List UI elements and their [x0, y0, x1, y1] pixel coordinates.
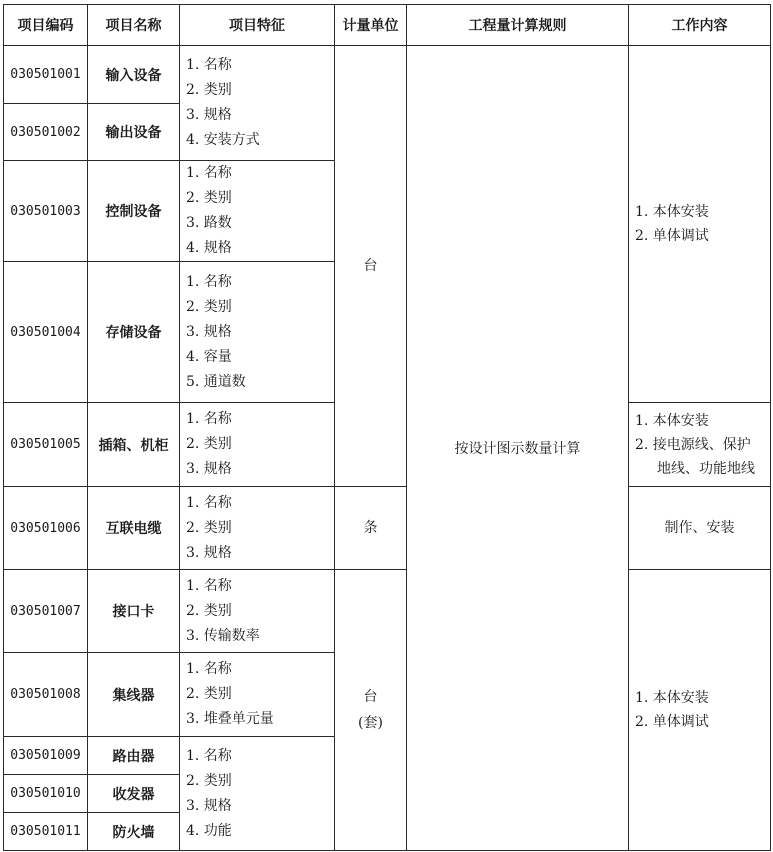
feature-line: 4. 容量: [186, 348, 232, 365]
feature-line: 1. 名称: [186, 747, 232, 764]
work-line: 地线、功能地线: [657, 460, 755, 477]
unit-text: 台: [363, 258, 378, 274]
item-code: 030501001: [4, 46, 88, 104]
item-name: 控制设备: [88, 161, 180, 262]
feature-line: 1. 名称: [186, 494, 232, 511]
header-item-features: 项目特征: [180, 5, 335, 46]
feature-line: 1. 名称: [186, 577, 232, 594]
item-code: 030501007: [4, 570, 88, 653]
item-code: 030501003: [4, 161, 88, 262]
feature-line: 4. 安装方式: [186, 132, 260, 148]
bill-of-quantities-table: [3, 4, 771, 851]
work-line: 2. 接电源线、保护: [635, 436, 751, 453]
item-code: 030501008: [4, 653, 88, 737]
item-code: 030501010: [4, 775, 88, 813]
work-line: 制作、安装: [664, 520, 735, 536]
item-code: 030501006: [4, 487, 88, 570]
work-line: 1. 本体安装: [635, 204, 709, 220]
work-content-cell: [629, 570, 771, 851]
item-name: 插箱、机柜: [88, 403, 180, 487]
feature-line: 1. 名称: [186, 165, 232, 181]
header-work-content: 工作内容: [629, 5, 771, 46]
header-unit: 计量单位: [335, 5, 407, 46]
calc-rule-cell: [407, 46, 629, 851]
header-item-name: 项目名称: [88, 5, 180, 46]
header-calc-rule: 工程量计算规则: [407, 5, 629, 46]
item-features: [180, 737, 335, 851]
feature-line: 3. 规格: [186, 323, 232, 340]
item-name: 防火墙: [88, 813, 180, 851]
item-features: [180, 653, 335, 737]
item-code: 030501005: [4, 403, 88, 487]
work-line: 2. 单体调试: [635, 714, 709, 730]
item-name: 输入设备: [88, 46, 180, 104]
item-code: 030501004: [4, 262, 88, 403]
feature-line: 3. 路数: [186, 215, 232, 231]
feature-line: 2. 类别: [186, 772, 232, 789]
item-features: [180, 487, 335, 570]
table-row: [4, 570, 771, 653]
unit-text: (套): [358, 715, 383, 731]
feature-line: 2. 类别: [186, 190, 232, 206]
item-name: 接口卡: [88, 570, 180, 653]
feature-line: 4. 规格: [186, 240, 232, 256]
unit-text: 条: [363, 520, 378, 536]
item-features: [180, 262, 335, 403]
feature-line: 3. 规格: [186, 461, 232, 477]
feature-line: 2. 类别: [186, 82, 232, 98]
work-line: 2. 单体调试: [635, 228, 709, 244]
feature-line: 2. 类别: [186, 602, 232, 619]
work-content-cell: [629, 403, 771, 487]
item-code: 030501002: [4, 104, 88, 161]
table-row: [4, 46, 771, 104]
work-line: 1. 本体安装: [635, 690, 709, 706]
header-item-code: 项目编码: [4, 5, 88, 46]
table-row: [4, 487, 771, 570]
feature-line: 2. 类别: [186, 519, 232, 536]
item-name: 互联电缆: [88, 487, 180, 570]
feature-line: 1. 名称: [186, 661, 232, 677]
feature-line: 1. 名称: [186, 273, 232, 290]
unit-text: 台: [363, 689, 378, 705]
unit-cell: [335, 570, 407, 851]
feature-line: 3. 堆叠单元量: [186, 711, 274, 727]
feature-line: 2. 类别: [186, 436, 232, 452]
feature-line: 3. 规格: [186, 797, 232, 814]
item-features: [180, 403, 335, 487]
unit-cell: [335, 46, 407, 487]
unit-cell: [335, 487, 407, 570]
feature-line: 3. 传输数率: [186, 627, 260, 644]
work-content-cell: [629, 487, 771, 570]
feature-line: 4. 功能: [186, 822, 232, 839]
item-name: 集线器: [88, 653, 180, 737]
calc-rule-text: 按设计图示数量计算: [454, 441, 581, 457]
item-name: 路由器: [88, 737, 180, 775]
work-line: 1. 本体安装: [635, 412, 709, 429]
item-code: 030501011: [4, 813, 88, 851]
item-name: 输出设备: [88, 104, 180, 161]
feature-line: 5. 通道数: [186, 373, 246, 390]
item-features: [180, 46, 335, 161]
feature-line: 3. 规格: [186, 544, 232, 561]
feature-line: 2. 类别: [186, 686, 232, 702]
item-features: [180, 161, 335, 262]
item-name: 存储设备: [88, 262, 180, 403]
feature-line: 1. 名称: [186, 57, 232, 73]
item-code: 030501009: [4, 737, 88, 775]
feature-line: 2. 类别: [186, 298, 232, 315]
item-features: [180, 570, 335, 653]
item-name: 收发器: [88, 775, 180, 813]
feature-line: 1. 名称: [186, 411, 232, 427]
feature-line: 3. 规格: [186, 107, 232, 123]
work-content-cell: [629, 46, 771, 403]
header-row: [4, 5, 771, 46]
